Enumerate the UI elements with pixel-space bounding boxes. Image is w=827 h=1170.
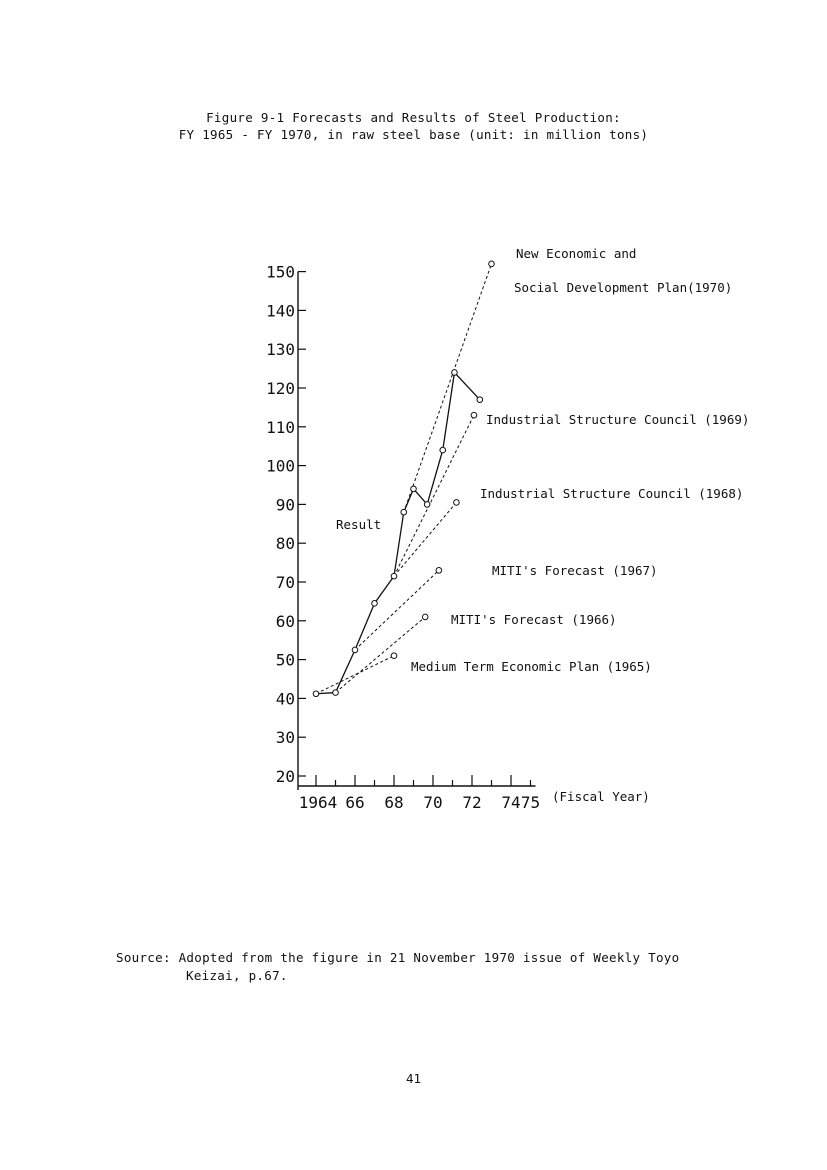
x-axis-label: (Fiscal Year) — [552, 789, 650, 804]
y-tick-label: 80 — [275, 534, 295, 554]
y-tick-label: 130 — [266, 340, 295, 360]
chart-title-line-2: FY 1965 - FY 1970, in raw steel base (unit: in million tons) — [178, 127, 649, 142]
series-label: Social Development Plan(1970) — [514, 280, 733, 295]
data-point-marker — [401, 509, 407, 515]
series-label: Medium Term Economic Plan (1965) — [411, 659, 652, 674]
y-tick-label: 120 — [266, 379, 295, 398]
x-tick-label: 68 — [384, 793, 404, 812]
data-point-marker — [333, 690, 339, 696]
series-label: MITI's Forecast (1966) — [451, 612, 617, 627]
series-label: Industrial Structure Council (1969) — [486, 412, 750, 427]
axes — [266, 263, 650, 812]
data-point-marker — [436, 568, 442, 574]
data-point-marker — [471, 412, 477, 418]
y-tick-label: 150 — [266, 262, 295, 282]
data-point-marker — [452, 370, 458, 376]
data-point-marker — [313, 691, 319, 697]
y-tick-label: 30 — [275, 728, 295, 748]
data-point-marker — [440, 447, 446, 453]
y-tick-label: 60 — [275, 611, 295, 631]
series-lines — [316, 264, 492, 694]
x-tick-label: 70 — [423, 793, 443, 812]
series-label: Industrial Structure Council (1968) — [480, 486, 744, 501]
x-tick-label: 1964 — [298, 793, 338, 812]
data-point-marker — [411, 486, 417, 492]
data-point-marker — [454, 500, 460, 506]
x-tick-label: 75 — [520, 793, 541, 812]
y-tick-label: 90 — [275, 495, 295, 515]
source-note-line-1: Source: Adopted from the figure in 21 November 1970 issue of Weekly Toyo — [116, 950, 680, 965]
x-tick-label: 72 — [462, 793, 482, 812]
data-point-marker — [422, 614, 428, 620]
series-labels — [336, 246, 749, 674]
x-tick-label: 66 — [345, 793, 365, 812]
data-point-marker — [352, 647, 358, 653]
series-line — [404, 264, 492, 512]
y-tick-label: 110 — [266, 417, 295, 437]
page-number: 41 — [405, 1071, 422, 1086]
series-line — [316, 372, 480, 693]
data-point-marker — [372, 601, 378, 607]
data-point-marker — [424, 502, 430, 508]
y-tick-label: 20 — [275, 767, 295, 786]
series-line — [355, 570, 439, 650]
data-point-marker — [477, 397, 483, 403]
y-tick-label: 40 — [275, 689, 295, 709]
series-line — [394, 415, 474, 576]
y-tick-label: 70 — [275, 573, 295, 592]
y-tick-label: 140 — [266, 301, 295, 321]
series-markers — [313, 261, 494, 697]
series-line — [336, 617, 426, 693]
series-label: MITI's Forecast (1967) — [492, 563, 658, 578]
x-tick-label: 74 — [501, 793, 521, 812]
y-tick-label: 50 — [275, 650, 295, 670]
data-point-marker — [489, 261, 495, 267]
series-label: New Economic and — [516, 246, 637, 261]
data-point-marker — [391, 573, 397, 579]
chart-title-line-1: Figure 9-1 Forecasts and Results of Steel Production: — [206, 110, 621, 125]
data-point-marker — [391, 653, 397, 659]
series-label: Result — [336, 517, 382, 532]
source-note-line-2: Keizai, p.67. — [186, 968, 288, 983]
y-tick-label: 100 — [266, 456, 295, 476]
series-line — [316, 656, 394, 694]
